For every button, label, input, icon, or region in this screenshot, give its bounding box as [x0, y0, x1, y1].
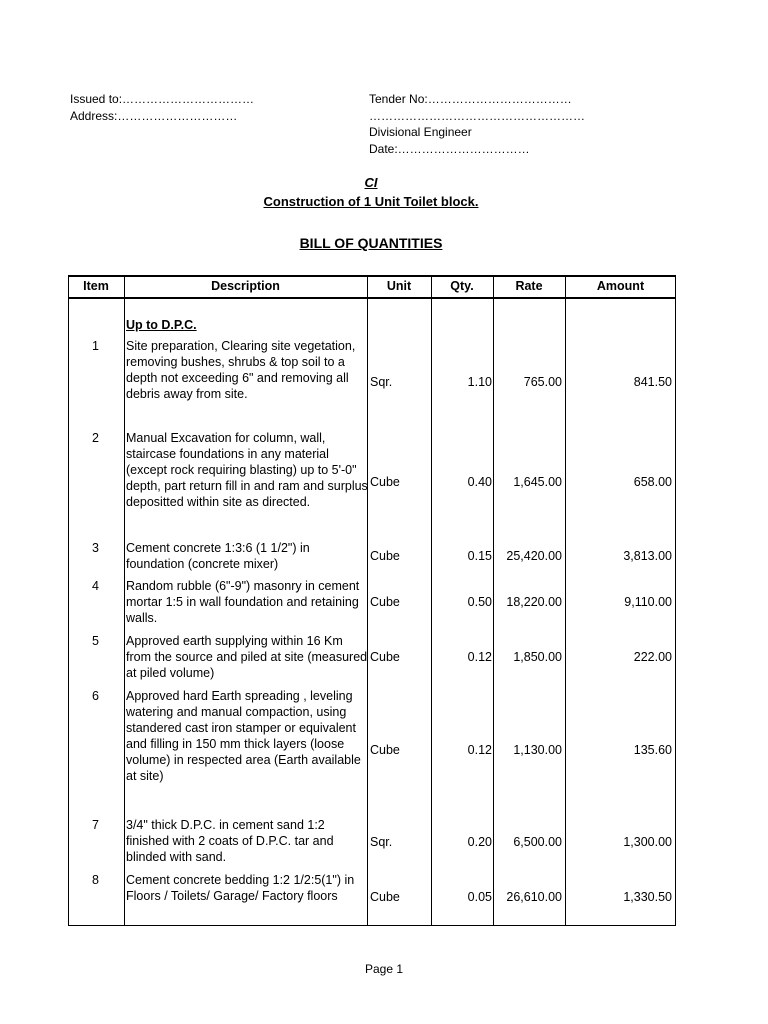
issued-block	[70, 91, 254, 124]
col-header-rate: Rate	[515, 279, 543, 293]
item-amount: 658.00	[633, 475, 672, 489]
item-number: 6	[92, 689, 99, 703]
item-qty: 0.40	[467, 475, 492, 489]
item-number: 3	[92, 541, 99, 555]
item-qty: 0.05	[467, 890, 492, 904]
table-top-rule	[69, 275, 675, 277]
header-rule	[69, 297, 675, 299]
divisional-engineer-line: Divisional Engineer	[369, 125, 472, 139]
item-number: 4	[92, 579, 99, 593]
item-unit: Sqr.	[370, 375, 393, 389]
item-number: 7	[92, 818, 99, 832]
item-description: Approved hard Earth spreading , leveling watering and manual compaction, using standered cast iron stamper or equivalent and filling in 150 mm thick layers (loose volume) in respected area (Earth available at site)	[126, 689, 361, 783]
item-qty: 0.15	[467, 549, 492, 563]
item-unit: Cube	[370, 890, 400, 904]
item-amount: 222.00	[633, 650, 672, 664]
document-code: CI	[364, 175, 378, 190]
column-divider	[124, 276, 125, 925]
item-qty: 0.12	[467, 743, 492, 757]
item-unit: Sqr.	[370, 835, 393, 849]
item-description: Manual Excavation for column, wall, staircase foundations in any material (except rock requiring blasting) up to 5'-0" depth, part return fill in and ram and surplus depositted within site as directed.	[126, 431, 368, 509]
document-title: BILL OF QUANTITIES	[299, 235, 443, 251]
item-rate: 6,500.00	[513, 835, 562, 849]
item-qty: 1.10	[467, 375, 492, 389]
col-header-unit: Unit	[386, 279, 412, 293]
item-number: 5	[92, 634, 99, 648]
item-description: 3/4" thick D.P.C. in cement sand 1:2 finished with 2 coats of D.P.C. tar and blinded with sand.	[126, 818, 334, 864]
item-amount: 841.50	[633, 375, 672, 389]
date-line: Date:……………………………	[369, 141, 530, 156]
issued-to-line: Issued to:……………………………	[70, 92, 255, 106]
item-unit: Cube	[370, 549, 400, 563]
item-number: 1	[92, 339, 99, 353]
tender-block	[369, 91, 585, 157]
item-rate: 765.00	[523, 375, 562, 389]
address-line: Address:…………………………	[70, 108, 238, 123]
item-description: Cement concrete 1:3:6 (1 1/2") in foundation (concrete mixer)	[126, 541, 310, 571]
item-amount: 1,330.50	[623, 890, 672, 904]
item-amount: 135.60	[633, 743, 672, 757]
col-header-description: Description	[211, 279, 280, 293]
item-rate: 25,420.00	[506, 549, 562, 563]
item-amount: 1,300.00	[623, 835, 672, 849]
item-unit: Cube	[370, 743, 400, 757]
item-rate: 1,645.00	[513, 475, 562, 489]
item-unit: Cube	[370, 650, 400, 664]
project-title: Construction of 1 Unit Toilet block.	[263, 194, 479, 209]
item-description: Approved earth supplying within 16 Km from the source and piled at site (measured at piled volume)	[126, 634, 368, 680]
item-qty: 0.50	[467, 595, 492, 609]
item-qty: 0.12	[467, 650, 492, 664]
item-qty: 0.20	[467, 835, 492, 849]
col-header-amount: Amount	[596, 279, 645, 293]
col-header-item: Item	[83, 279, 109, 293]
item-rate: 1,850.00	[513, 650, 562, 664]
tender-no-continuation: ………………………………………………	[369, 108, 585, 123]
section-heading: Up to D.P.C.	[126, 318, 197, 332]
item-description: Site preparation, Clearing site vegetation, removing bushes, shrubs & top soil to a depth not exceeding 6" and removing all debris away from site.	[126, 339, 356, 401]
col-header-qty: Qty.	[450, 279, 474, 293]
tender-no-line: Tender No:………………………………	[369, 92, 572, 106]
item-description: Random rubble (6"-9") masonry in cement mortar 1:5 in wall foundation and retaining walls.	[126, 579, 360, 625]
item-unit: Cube	[370, 595, 400, 609]
page-number: Page 1	[364, 962, 404, 976]
item-number: 2	[92, 431, 99, 445]
item-number: 8	[92, 873, 99, 887]
item-rate: 26,610.00	[506, 890, 562, 904]
item-rate: 18,220.00	[506, 595, 562, 609]
item-amount: 3,813.00	[623, 549, 672, 563]
item-description: Cement concrete bedding 1:2 1/2:5(1") in Floors / Toilets/ Garage/ Factory floors	[126, 873, 355, 903]
item-rate: 1,130.00	[513, 743, 562, 757]
item-unit: Cube	[370, 475, 400, 489]
item-amount: 9,110.00	[624, 595, 672, 609]
